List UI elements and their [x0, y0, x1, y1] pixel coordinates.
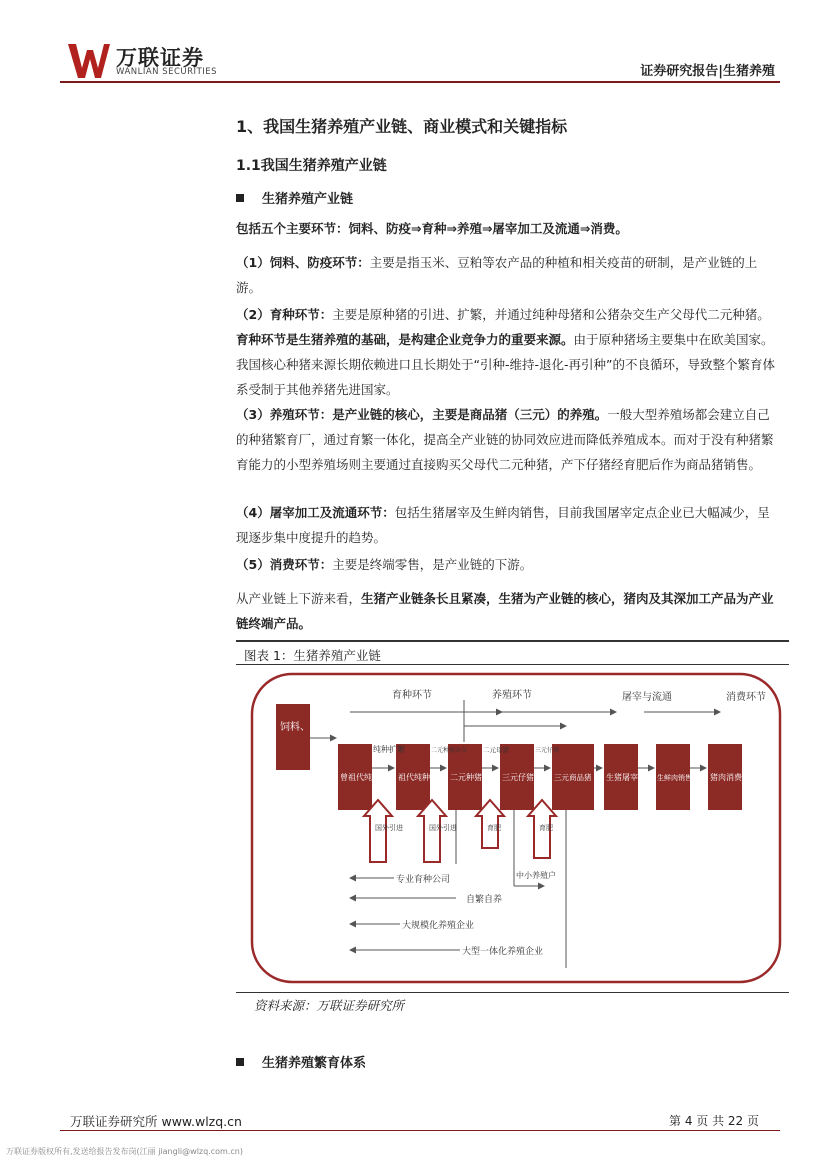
report-type: 证券研究报告|生猪养殖	[640, 64, 775, 79]
box-label: 二元种猪	[450, 773, 482, 782]
paragraph-feed: （1）饲料、防疫环节：主要是指玉米、豆粕等农产品的种植和相关疫苗的研制，是产业链的上游。	[236, 255, 758, 295]
bullet-heading-breeding-system: 生猪养殖繁育体系	[236, 1052, 366, 1071]
entity-label: 专业育种公司	[396, 875, 451, 885]
stage-label-consumption: 消费环节	[726, 692, 766, 703]
logo-english-name: WANLIAN SECURITIES	[116, 67, 218, 77]
box-label: 三元仔猪	[502, 773, 534, 782]
paragraph-slaughter: （4）屠宰加工及流通环节：包括生猪屠宰及生鲜肉销售，目前我国屠宰定点企业已大幅减少，呈现逐步集中度提升的趋势。	[236, 505, 770, 545]
figure-title: 图表 1：生猪养殖产业链	[244, 648, 381, 663]
box-label: 生鲜肉销售	[657, 774, 692, 782]
section-heading: 1、我国生猪养殖产业链、商业模式和关键指标	[236, 117, 568, 136]
stage-label-breeding: 育种环节	[392, 690, 432, 701]
bullet-heading-chain: 生猪养殖产业链	[236, 188, 353, 207]
entity-label: 大规模化养殖企业	[402, 921, 475, 931]
svg-text:国外引进: 国外引进	[429, 824, 457, 832]
header-divider	[60, 81, 780, 83]
arrow-label: 纯种扩繁	[373, 745, 405, 754]
paragraph-farming: （3）养殖环节：是产业链的核心，主要是商品猪（三元）的养殖。一般大型养殖场都会建立自己的种猪繁育厂，通过育繁一体化，提高全产业链的协同效应进而降低养殖成本。而对于没有种猪繁育能力的小型养殖场则主要通过直接购买父母代二元种猪，产下仔猪经育肥后作为商品猪销售。	[236, 407, 774, 472]
paragraph-summary: 从产业链上下游来看，生猪产业链条长且紧凑，生猪为产业链的核心，猪肉及其深加工产品为产业链终端产品。	[236, 591, 774, 631]
copyright-notice: 万联证券版权所有,发送给报告发布岗(江丽 jiangli@wlzq.com.cn)	[6, 1147, 243, 1156]
box-feed-vaccine	[276, 704, 310, 770]
diagram-frame	[252, 674, 780, 982]
figure-bottom-rule	[236, 992, 789, 993]
box-label: 饲料、防疫	[280, 722, 330, 733]
paragraph-breeding: （2）育种环节：主要是原种猪的引进、扩繁，并通过纯种母猪和公猪杂交生产父母代二元种猪。育种环节是生猪养殖的基础，是构建企业竞争力的重要来源。由于原种猪场主要集中在欧美国家。我国核心种猪来源长期依赖进口且长期处于“引种-维持-退化-再引种”的不良循环，导致整个繁育体系受制于其他养猪先进国家。	[236, 307, 775, 397]
stage-label-slaughter: 屠宰与流通	[622, 692, 672, 703]
stage-label-farming: 养殖环节	[492, 690, 532, 701]
subsection-heading: 1.1我国生猪养殖产业链	[236, 158, 387, 174]
box-label: 三元商品猪	[554, 773, 592, 782]
box-label: 曾祖代纯种猪	[340, 773, 388, 782]
figure-top-rule	[236, 640, 789, 642]
box-label: 生猪屠宰	[606, 773, 638, 782]
figure-title-rule	[236, 664, 789, 665]
arrow-label: 三元仔猪	[535, 747, 560, 754]
footer-divider	[60, 1130, 780, 1131]
logo-chinese-name: 万联证券	[116, 46, 204, 70]
wanlian-logo-icon	[68, 44, 110, 78]
arrow-label: 二元母猪	[483, 746, 509, 754]
page-number: 第 4 页 共 22 页	[669, 1114, 759, 1128]
entity-label: 大型一体化养殖企业	[462, 947, 544, 957]
entity-label: 自繁自养	[466, 895, 503, 905]
footer-institute: 万联证券研究所 www.wlzq.cn	[70, 1114, 242, 1129]
paragraph-consumption: （5）消费环节：主要是终端零售，是产业链的下游。	[236, 557, 533, 572]
box-label: 祖代纯种猪	[398, 773, 438, 782]
box-label: 猪肉消费	[710, 773, 742, 782]
svg-text:育肥: 育肥	[487, 824, 501, 832]
svg-text:国外引进: 国外引进	[375, 824, 403, 832]
svg-text:育肥: 育肥	[539, 824, 553, 832]
intro-paragraph: 包括五个主要环节：饲料、防疫⇒育种⇒养殖⇒屠宰加工及流通⇒消费。	[236, 221, 628, 236]
entity-label: 中小养殖户	[516, 871, 556, 880]
figure-source: 资料来源：万联证券研究所	[254, 998, 405, 1013]
industry-chain-diagram	[244, 668, 788, 990]
bullet-square-icon	[236, 1058, 244, 1066]
arrow-label: 二元种猪杂交	[431, 747, 468, 754]
bullet-square-icon	[236, 194, 244, 202]
